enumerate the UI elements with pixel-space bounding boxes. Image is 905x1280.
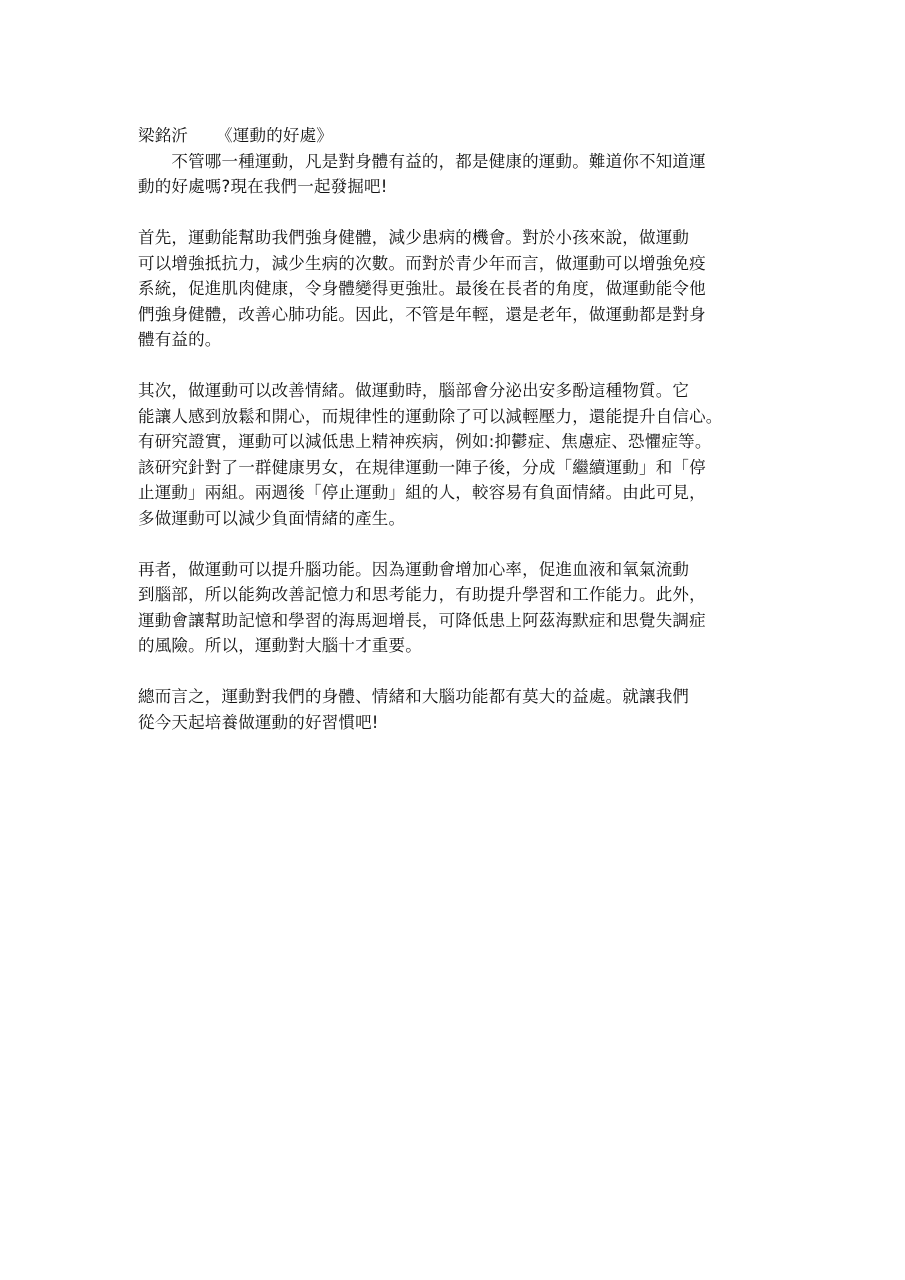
paragraph-brain-function	[138, 557, 778, 659]
paragraph-spacer	[138, 659, 778, 685]
paragraph-line: 體有益的。	[138, 330, 222, 349]
paragraph-line: 系統，促進肌肉健康，令身體變得更強壯。最後在長者的角度，做運動能令他	[138, 279, 706, 298]
paragraph-emotions	[138, 378, 778, 531]
paragraph-spacer	[138, 353, 778, 379]
paragraph-line: 其次，做運動可以改善情緒。做運動時，腦部會分泌出安多酚這種物質。它	[138, 381, 690, 400]
essay-heading	[138, 123, 778, 149]
paragraph-line: 總而言之，運動對我們的身體、情緒和大腦功能都有莫大的益處。就讓我們	[138, 687, 690, 706]
paragraph-line: 多做運動可以減少負面情緒的產生。	[138, 508, 406, 528]
paragraph-line: 運動會讓幫助記憶和學習的海馬迴增長，可降低患上阿茲海默症和思覺失調症	[138, 610, 706, 630]
paragraph-line: 再者，做運動可以提升腦功能。因為運動會增加心率，促進血液和氧氣流動	[138, 559, 690, 579]
paragraph-line: 不管哪一種運動，凡是對身體有益的，都是健康的運動。難道你不知道運	[138, 151, 706, 171]
paragraph-conclusion	[138, 684, 778, 735]
paragraph-spacer	[138, 200, 778, 226]
paragraph-line: 有研究證實，運動可以減低患上精神疾病，例如:抑鬱症、焦慮症、恐懼症等。	[138, 432, 712, 451]
author-name: 梁銘沂	[138, 126, 189, 145]
paragraph-line: 從今天起培養做運動的好習慣吧!	[138, 712, 379, 732]
paragraph-line: 止運動」兩組。兩週後「停止運動」組的人，較容易有負面情緒。由此可見，	[138, 483, 706, 502]
paragraph-line: 的風險。所以，運動對大腦十才重要。	[138, 636, 422, 655]
paragraph-line: 到腦部，所以能夠改善記憶力和思考能力，有助提升學習和工作能力。此外，	[138, 585, 706, 604]
document-body	[138, 123, 778, 735]
paragraph-intro	[138, 149, 778, 200]
paragraph-spacer	[138, 531, 778, 557]
paragraph-line: 能讓人感到放鬆和開心，而規律性的運動除了可以減輕壓力，還能提升自信心。	[138, 406, 723, 426]
essay-title: 《運動的好處》	[216, 126, 334, 145]
paragraph-line: 該研究針對了一群健康男女，在規律運動一陣子後，分成「繼續運動」和「停	[138, 457, 706, 477]
paragraph-line: 們強身健體，改善心肺功能。因此，不管是年輕，還是老年，做運動都是對身	[138, 304, 706, 324]
paragraph-line: 首先，運動能幫助我們強身健體，減少患病的機會。對於小孩來說，做運動	[138, 228, 690, 247]
paragraph-physical-health	[138, 225, 778, 353]
paragraph-line: 可以增強抵抗力，減少生病的次數。而對於青少年而言，做運動可以增強免疫	[138, 253, 706, 273]
paragraph-line: 動的好處嗎?現在我們一起發掘吧!	[138, 177, 388, 196]
